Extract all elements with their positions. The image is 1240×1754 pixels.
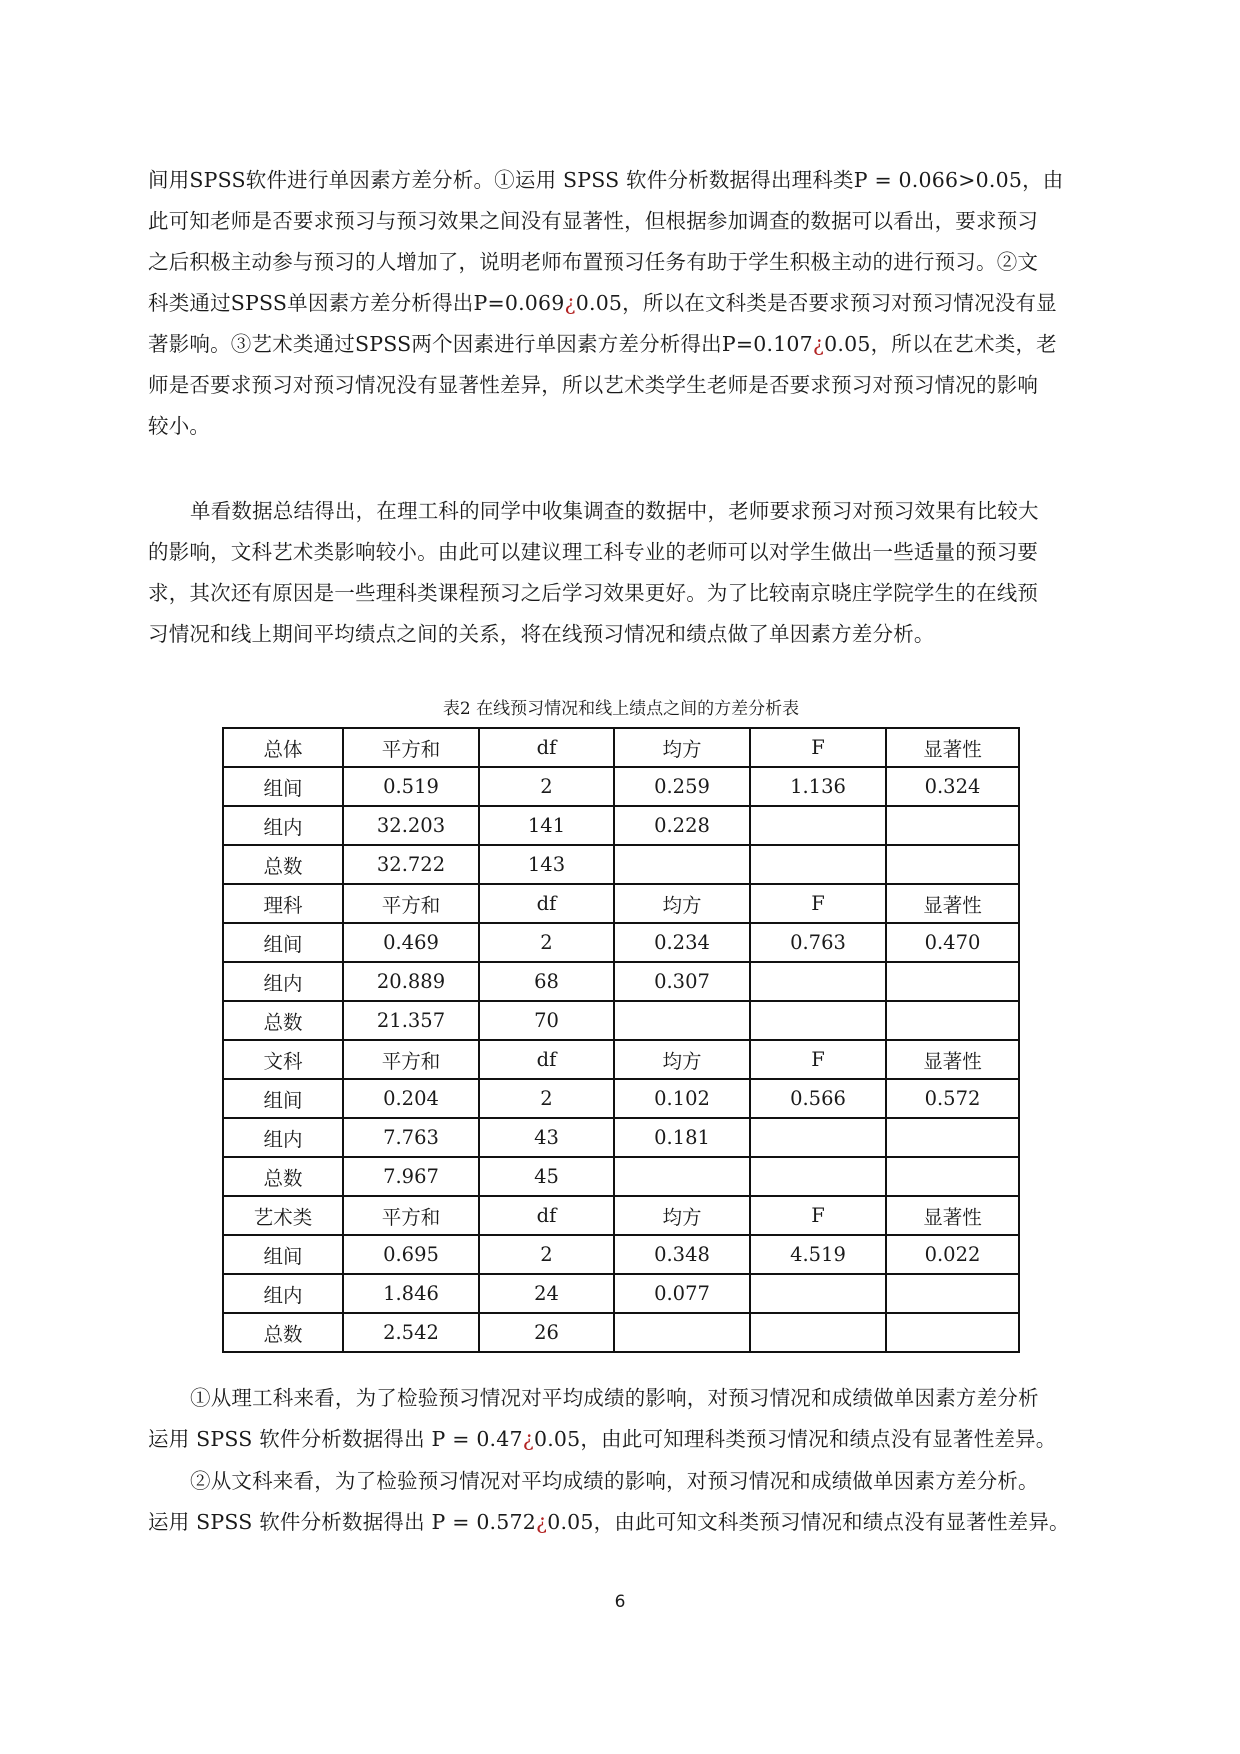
table-cell: 4.519 bbox=[750, 1235, 886, 1274]
table-cell bbox=[750, 1001, 886, 1040]
paragraph-liberal-arts-result bbox=[148, 1461, 1094, 1543]
table-cell: 显著性 bbox=[886, 884, 1019, 923]
table-cell: 0.181 bbox=[614, 1118, 750, 1157]
table-cell: F bbox=[750, 1040, 886, 1079]
table-cell: 组间 bbox=[223, 923, 343, 962]
table-cell bbox=[750, 1313, 886, 1352]
table-cell: 7.967 bbox=[343, 1157, 479, 1196]
table-cell: 组内 bbox=[223, 962, 343, 1001]
table-cell: 7.763 bbox=[343, 1118, 479, 1157]
table-row bbox=[223, 1079, 1019, 1118]
text-line: 较小。 bbox=[148, 414, 211, 438]
table-cell bbox=[886, 1001, 1019, 1040]
table-row bbox=[223, 806, 1019, 845]
table-cell: 20.889 bbox=[343, 962, 479, 1001]
table-cell: 0.566 bbox=[750, 1079, 886, 1118]
table-cell: 0.519 bbox=[343, 767, 479, 806]
table-cell: 0.324 bbox=[886, 767, 1019, 806]
table-row bbox=[223, 1274, 1019, 1313]
text-line: ①从理工科来看，为了检验预习情况对平均成绩的影响，对预习情况和成绩做单因素方差分析 bbox=[190, 1386, 1039, 1410]
table-cell: 43 bbox=[479, 1118, 614, 1157]
text-line: 师是否要求预习对预习情况没有显著性差异，所以艺术类学生老师是否要求预习对预习情况的影响 bbox=[148, 373, 1039, 397]
table-row bbox=[223, 1001, 1019, 1040]
table-cell: 0.022 bbox=[886, 1235, 1019, 1274]
table-row bbox=[223, 962, 1019, 1001]
table-cell bbox=[614, 1313, 750, 1352]
table-row bbox=[223, 728, 1019, 767]
table-cell: 总体 bbox=[223, 728, 343, 767]
table-cell: 平方和 bbox=[343, 728, 479, 767]
table-row bbox=[223, 767, 1019, 806]
table-cell: 均方 bbox=[614, 728, 750, 767]
text-line: 求，其次还有原因是一些理科类课程预习之后学习效果更好。为了比较南京晓庄学院学生的在线预 bbox=[148, 581, 1039, 605]
table-cell: df bbox=[479, 884, 614, 923]
table-cell: 1.136 bbox=[750, 767, 886, 806]
table-cell: 70 bbox=[479, 1001, 614, 1040]
paragraph-anova-intro bbox=[148, 160, 1094, 447]
table-cell: 2 bbox=[479, 767, 614, 806]
table-cell: df bbox=[479, 1040, 614, 1079]
table-cell: 0.077 bbox=[614, 1274, 750, 1313]
table-cell: 显著性 bbox=[886, 1196, 1019, 1235]
table-cell: 总数 bbox=[223, 845, 343, 884]
table-cell: 26 bbox=[479, 1313, 614, 1352]
table-cell bbox=[614, 1157, 750, 1196]
table-cell bbox=[750, 1157, 886, 1196]
table-cell: 理科 bbox=[223, 884, 343, 923]
table-cell: 141 bbox=[479, 806, 614, 845]
table-cell: 平方和 bbox=[343, 1040, 479, 1079]
anova-table-body bbox=[223, 728, 1019, 1352]
table-cell: 艺术类 bbox=[223, 1196, 343, 1235]
table-cell: 组间 bbox=[223, 1235, 343, 1274]
inverted-question-mark: ¿ bbox=[536, 1510, 548, 1534]
text-line: 间用SPSS软件进行单因素方差分析。①运用 SPSS 软件分析数据得出理科类P = 0.066>0.05，由 bbox=[148, 168, 1064, 192]
table-row bbox=[223, 1157, 1019, 1196]
table-cell: 总数 bbox=[223, 1313, 343, 1352]
table-cell bbox=[886, 806, 1019, 845]
text-line: 运用 SPSS 软件分析数据得出 P = 0.47 bbox=[148, 1427, 523, 1451]
table-cell: 143 bbox=[479, 845, 614, 884]
table-cell: 32.722 bbox=[343, 845, 479, 884]
table-cell: 32.203 bbox=[343, 806, 479, 845]
page-number: 6 bbox=[614, 1592, 626, 1612]
table-cell: 0.763 bbox=[750, 923, 886, 962]
table-cell: 平方和 bbox=[343, 1196, 479, 1235]
table-cell bbox=[750, 806, 886, 845]
text-line: 运用 SPSS 软件分析数据得出 P = 0.572 bbox=[148, 1510, 537, 1534]
text-line: 的影响，文科艺术类影响较小。由此可以建议理工科专业的老师可以对学生做出一些适量的预习要 bbox=[148, 540, 1039, 564]
text-line: 0.05，所以在艺术类，老 bbox=[824, 332, 1057, 356]
text-line: 0.05，所以在文科类是否要求预习对预习情况没有显 bbox=[575, 291, 1057, 315]
table-cell: 0.102 bbox=[614, 1079, 750, 1118]
table-cell bbox=[886, 1274, 1019, 1313]
text-line: 单看数据总结得出，在理工科的同学中收集调查的数据中，老师要求预习对预习效果有比较大 bbox=[190, 499, 1039, 523]
text-line: 习情况和线上期间平均绩点之间的关系，将在线预习情况和绩点做了单因素方差分析。 bbox=[148, 622, 935, 646]
table-cell: 0.307 bbox=[614, 962, 750, 1001]
table-cell bbox=[750, 1118, 886, 1157]
text-line: 科类通过SPSS单因素方差分析得出P=0.069 bbox=[148, 291, 565, 315]
text-line: 著影响。③艺术类通过SPSS两个因素进行单因素方差分析得出P=0.107 bbox=[148, 332, 813, 356]
table-row bbox=[223, 845, 1019, 884]
table-cell: 组内 bbox=[223, 806, 343, 845]
table-cell: 45 bbox=[479, 1157, 614, 1196]
table-cell: 均方 bbox=[614, 1040, 750, 1079]
table-cell: 2 bbox=[479, 923, 614, 962]
table-cell: 组间 bbox=[223, 767, 343, 806]
table-cell: 2 bbox=[479, 1079, 614, 1118]
table-cell: 0.259 bbox=[614, 767, 750, 806]
table-cell bbox=[886, 962, 1019, 1001]
table-cell: 24 bbox=[479, 1274, 614, 1313]
table-cell: 0.695 bbox=[343, 1235, 479, 1274]
table-cell bbox=[750, 845, 886, 884]
table-row bbox=[223, 1196, 1019, 1235]
table-cell: F bbox=[750, 884, 886, 923]
text-line: 此可知老师是否要求预习与预习效果之间没有显著性，但根据参加调查的数据可以看出，要求预习 bbox=[148, 209, 1039, 233]
table-cell: 2 bbox=[479, 1235, 614, 1274]
table-cell: 组内 bbox=[223, 1274, 343, 1313]
table-row bbox=[223, 884, 1019, 923]
inverted-question-mark: ¿ bbox=[812, 332, 825, 356]
table-cell: 0.469 bbox=[343, 923, 479, 962]
table-caption: 表2 在线预习情况和线上绩点之间的方差分析表 bbox=[442, 699, 800, 719]
table-cell bbox=[614, 845, 750, 884]
text-line: 之后积极主动参与预习的人增加了，说明老师布置预习任务有助于学生积极主动的进行预习。②文 bbox=[148, 250, 1039, 274]
table-cell: 平方和 bbox=[343, 884, 479, 923]
anova-table bbox=[222, 727, 1020, 1353]
table-cell: 21.357 bbox=[343, 1001, 479, 1040]
table-cell: 0.204 bbox=[343, 1079, 479, 1118]
table-cell: 总数 bbox=[223, 1157, 343, 1196]
table-cell: F bbox=[750, 1196, 886, 1235]
table-cell: 均方 bbox=[614, 884, 750, 923]
table-cell: 2.542 bbox=[343, 1313, 479, 1352]
text-line: 0.05，由此可知理科类预习情况和绩点没有显著性差异。 bbox=[533, 1427, 1057, 1451]
table-cell: 显著性 bbox=[886, 728, 1019, 767]
table-cell: 1.846 bbox=[343, 1274, 479, 1313]
paragraph-summary bbox=[148, 491, 1094, 655]
table-cell: 0.572 bbox=[886, 1079, 1019, 1118]
table-cell bbox=[886, 845, 1019, 884]
table-cell bbox=[750, 962, 886, 1001]
table-cell: 总数 bbox=[223, 1001, 343, 1040]
inverted-question-mark: ¿ bbox=[564, 291, 576, 315]
table-cell: 0.234 bbox=[614, 923, 750, 962]
table-cell: 组内 bbox=[223, 1118, 343, 1157]
table-cell: 均方 bbox=[614, 1196, 750, 1235]
text-line: ②从文科来看，为了检验预习情况对平均成绩的影响，对预习情况和成绩做单因素方差分析。 bbox=[190, 1469, 1039, 1493]
table-cell: 文科 bbox=[223, 1040, 343, 1079]
table-cell bbox=[750, 1274, 886, 1313]
table-cell bbox=[614, 1001, 750, 1040]
table-cell: F bbox=[750, 728, 886, 767]
table-row bbox=[223, 1118, 1019, 1157]
table-cell: 0.228 bbox=[614, 806, 750, 845]
paragraph-science-result bbox=[148, 1378, 1094, 1460]
table-row bbox=[223, 1313, 1019, 1352]
table-row bbox=[223, 923, 1019, 962]
table-cell bbox=[886, 1313, 1019, 1352]
table-cell: 0.470 bbox=[886, 923, 1019, 962]
table-cell: 68 bbox=[479, 962, 614, 1001]
text-line: 0.05，由此可知文科类预习情况和绩点没有显著性差异。 bbox=[547, 1510, 1070, 1534]
table-cell: 组间 bbox=[223, 1079, 343, 1118]
table-row bbox=[223, 1040, 1019, 1079]
table-row bbox=[223, 1235, 1019, 1274]
table-cell: 0.348 bbox=[614, 1235, 750, 1274]
table-cell bbox=[886, 1157, 1019, 1196]
table-cell: df bbox=[479, 1196, 614, 1235]
inverted-question-mark: ¿ bbox=[522, 1427, 534, 1451]
table-cell bbox=[886, 1118, 1019, 1157]
table-cell: df bbox=[479, 728, 614, 767]
table-cell: 显著性 bbox=[886, 1040, 1019, 1079]
